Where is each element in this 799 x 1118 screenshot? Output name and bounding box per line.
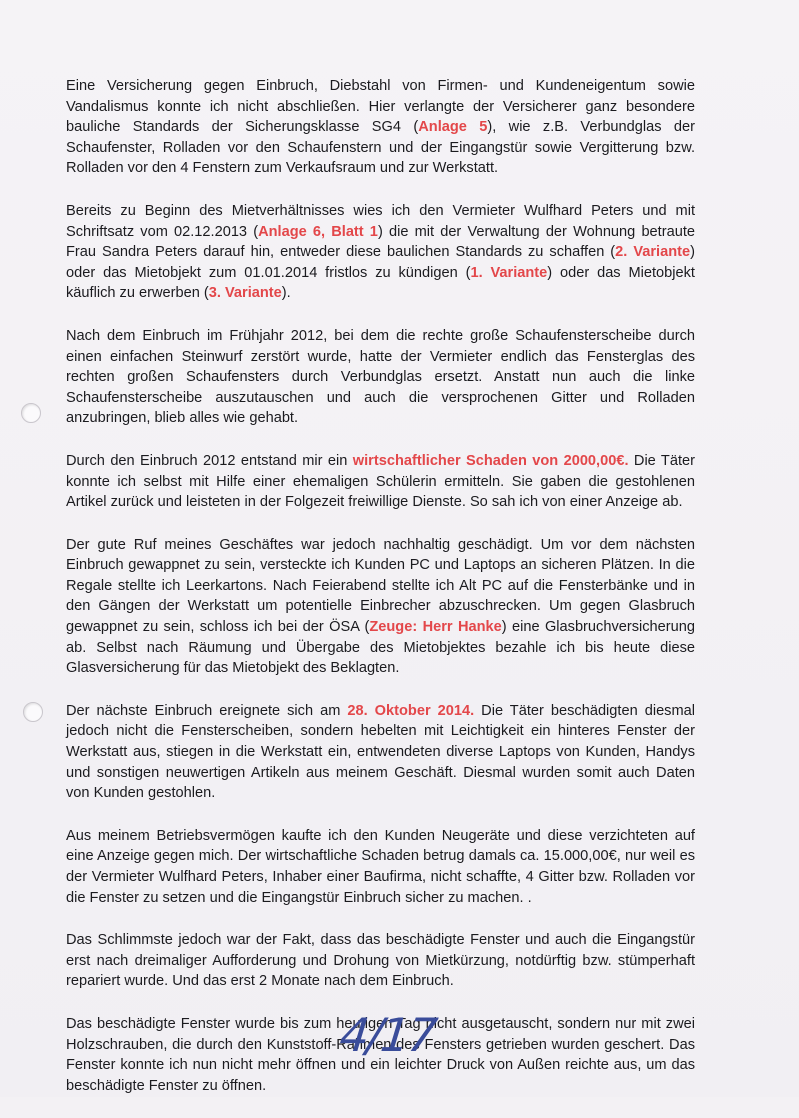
paragraph-text: Der gute Ruf meines Geschäftes war jedoch nachhaltig geschädigt. Um vor dem nächsten Einbruch gewappnet zu sein, versteckte ich Kunden PC und Laptops an sicheren Plätzen. In die Regale stellte ich Leerkartons. Nach Feierabend stellte ich Alt PC auf die Fensterbänke und in den Gängen der Werkstatt um potentielle Einbrecher abzuschrecken. Um gegen Glasbruch gewappnet zu sein, schloss ich bei der ÖSA (: [66, 536, 695, 636]
highlighted-reference: 1. Variante: [470, 264, 548, 281]
paragraph-text: Das Schlimmste jedoch war der Fakt, dass das beschädigte Fenster und auch die Eingangstür erst nach dreimaliger Aufforderung und Drohung von Mietkürzung, notdürftig bzw. stümperhaft repariert wurde. Und das erst 2 Monate nach dem Einbruch.: [66, 932, 695, 990]
highlighted-reference: Anlage 5: [418, 119, 488, 136]
punch-hole-bottom: [23, 702, 43, 722]
paragraph-text: Das beschädigte Fenster wurde bis zum heutigen Tag nicht ausgetauscht, sondern nur mit zwei Holzschrauben, die durch den Kunststoff-Rahmen des Fensters getrieben wurden geschert. Das Fenster konnte ich nun nicht mehr öffnen und ein leichter Druck von Außen reichte aus, um das beschädigte Fenster zu öffnen.: [66, 1015, 695, 1094]
highlighted-reference: Anlage 6, Blatt 1: [258, 223, 378, 240]
paragraph-text: Die Täter beschädigten diesmal jedoch nicht die Fensterscheiben, sondern hebelten mit Leichtigkeit ein hinteres Fenster der Werkstatt aus, stiegen in die Werkstatt ein, entwendeten diverse Laptops von Kunden, Handys und sonstigen neuwertigen Artikeln aus meinem Geschäft. Diesmal wurden somit auch Daten von Kunden gestohlen.: [66, 702, 695, 802]
paragraph-text: Nach dem Einbruch im Frühjahr 2012, bei dem die rechte große Schaufensterscheibe durch einen einfachen Steinwurf zerstört wurde, hatte der Vermieter endlich das Fensterglas des rechten großen Schaufensters durch Verbundglas ersetzt. Anstatt nun auch die linke Schaufensterscheibe auszutauschen und auch die versprochenen Gitter und Rolladen anzubringen, blieb alles wie gehabt.: [66, 327, 695, 427]
paragraph-text: ) oder das Mietobjekt käuflich zu erwerben (: [66, 264, 695, 302]
highlighted-reference: 28. Oktober 2014.: [347, 702, 475, 719]
punch-hole-top: [21, 403, 41, 423]
paragraph-text: ) die mit der Verwaltung der Wohnung betraute Frau Sandra Peters darauf hin, entweder diese baulichen Standards zu schaffen (: [66, 223, 695, 261]
paragraph-text: ), wie z.B. Verbundglas der Schaufenster, Rolladen vor den Schaufenstern und der Eingangstür sowie Vergitterung bzw. Rolladen vor den 4 Fenstern zum Verkaufsraum und zur Werkstatt.: [66, 119, 696, 177]
paragraph-text: Durch den Einbruch 2012 entstand mir ein: [66, 452, 353, 469]
paragraph: [66, 701, 695, 804]
paragraph: [66, 451, 695, 513]
handwritten-page-number: 4/17: [337, 1008, 439, 1062]
paragraph-text: Aus meinem Betriebsvermögen kaufte ich den Kunden Neugeräte und diese verzichteten auf eine Anzeige gegen mich. Der wirtschaftliche Schaden betrug damals ca. 15.000,00€, nur weil es der Vermieter Wulfhard Peters, Inhaber einer Baufirma, nicht schaffte, 4 Gitter bzw. Rolladen vor die Fenster zu setzen und die Eingangstür Einbruch sicher zu machen. .: [66, 827, 695, 906]
paragraph-text: Bereits zu Beginn des Mietverhältnisses wies ich den Vermieter Wulfhard Peters und mit Schriftsatz vom 02.12.2013 (: [66, 202, 695, 240]
highlighted-reference: 2. Variante: [615, 244, 691, 261]
paragraph-text: Eine Versicherung gegen Einbruch, Diebstahl von Firmen- und Kundeneigentum sowie Vandalismus konnte ich nicht abschließen. Hier verlangte der Versicherer ganz besondere bauliche Standards der Sicherungsklasse SG4 (: [66, 78, 695, 136]
highlighted-reference: 3. Variante: [208, 285, 282, 302]
paragraph-text: Der nächste Einbruch ereignete sich am: [66, 702, 348, 719]
paragraph: [66, 930, 695, 992]
highlighted-reference: Zeuge: Herr Hanke: [369, 619, 502, 636]
highlighted-reference: wirtschaftlicher Schaden von 2000,00€.: [352, 452, 629, 469]
paragraph: [66, 826, 695, 908]
paragraph: [66, 201, 695, 304]
paragraph-text: ) oder das Mietobjekt zum 01.01.2014 fristlos zu kündigen (: [66, 244, 695, 281]
paragraph-text: ).: [281, 285, 291, 302]
paragraph-text: ) eine Glasbruchversicherung ab. Selbst nach Räumung und Übergabe des Mietobjektes bezahle ich bis heute diese Glasversicherung für das Mietobjekt des Beklagten.: [66, 619, 696, 677]
paragraph: [66, 535, 695, 679]
paragraph: [66, 326, 695, 429]
document-body: [66, 76, 695, 1118]
paragraph-text: Die Täter konnte ich selbst mit Hilfe einer ehemaligen Schülerin ermitteln. Sie gaben die gestohlenen Artikel zurück und leisteten in der Folgezeit freiwillige Dienste. So sah ich von einer Anzeige ab.: [66, 452, 695, 511]
paragraph: [66, 76, 695, 179]
